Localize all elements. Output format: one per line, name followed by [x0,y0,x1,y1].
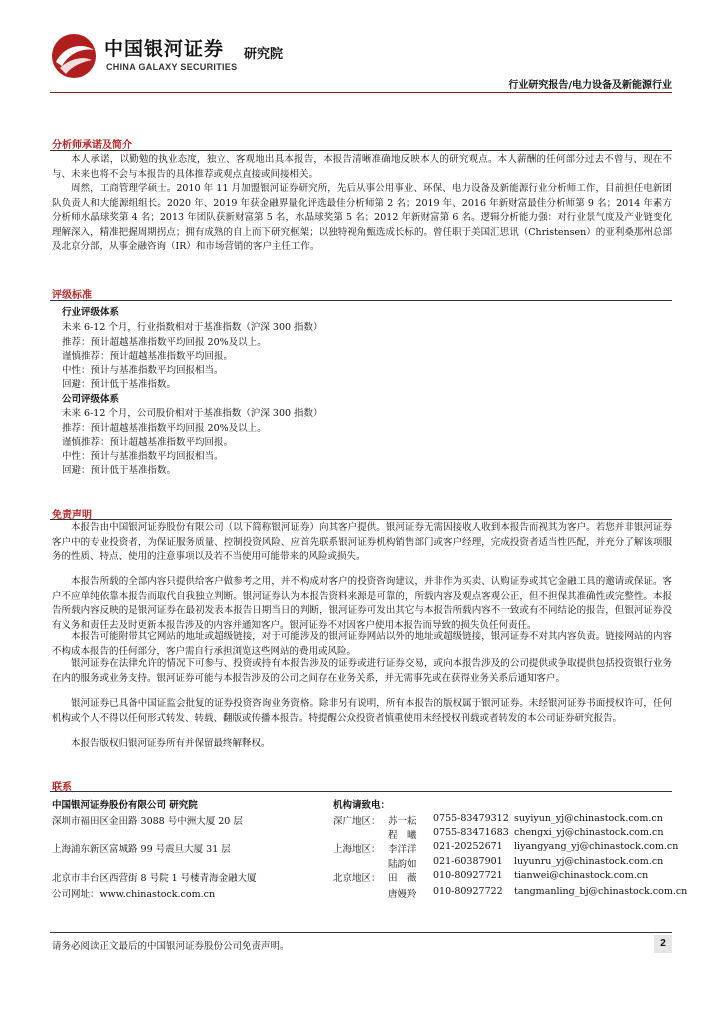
contact-name: 李洋洋 [388,844,417,855]
company-rating-line: 中性：预计与基准指数平均回报相当。 [62,451,224,462]
disclaimer-paragraph: 本报告版权归银河证券所有并保留最终解释权。 [71,738,271,749]
analyst-commitment-paragraph: 本人承诺，以勤勉的执业态度，独立、客观地出具本报告，本报告清晰准确地反映本人的研究观点。本人薪酬的任何部分过去不曾与、现在不与、未来也将不会与本报告的具体推荐或观点直接或间接相关。 [52,154,672,180]
disclaimer-paragraph: 本报告所载的全部内容只提供给客户做参考之用，并不构成对客户的投资咨询建议，并非作为买卖、认购证券或其它金融工具的邀请或保证。客户不应单纯依靠本报告而取代自我独立判断。银河证券认为本报告资料来源是可靠的，所载内容及观点客观公正，但不担保其准确性或完整性。本报告所载内容反映的是银河证券在最初发表本报告日期当日的判断，银河证券可发出其它与本报告所载内容不一致或有不同结论的报告，但银河证券没有义务和责任去及时更新本报告涉及的内容并通知客户。银河证券不对因客户使用本报告而导致的损失负任何责任。 [52,576,672,631]
analyst-section-title: 分析师承诺及简介 [52,140,132,151]
contact-name: 程 曦 [388,830,417,841]
brand-name-cn: 中国银河证券 [104,38,225,60]
company-rating-line: 回避：预计低于基准指数。 [62,465,177,476]
analyst-bio-paragraph: 周然，工商管理学硕士。2010 年 11 月加盟银河证券研究所，先后从事公用事业、环保、电力设备及新能源行业分析师工作，目前担任电新团队负责人和大能源组组长。2020 年、2019 年获金融界量化评选最佳分析师第 2 名；2019 年、2016 年新财富最佳分析师第 9 名；2014 年素方分析师水晶球奖第 4 名；2013 年团队获新财富第 5 名，水晶球奖第 5 名；2012 年新财富第 6 名。逻辑分析能力强：对行业景气度及产业链变化理解深入，精准把握周期拐点；拥有成熟的自上而下研究框架；以独特视角甄选成长标的。曾任职于美国汇思讯（Christensen）的亚利桑那州总部及北京分部，从事金融咨询（IR）和市场营销的客户主任工作。 [52,183,672,252]
contact-phone: 0755-83479312 [433,813,509,824]
company-name: 中国银河证券股份有限公司 研究院 [52,800,198,811]
company-rating-line: 谨慎推荐：预计超越基准指数平均回报。 [62,437,234,448]
address-line: 上海浦东新区富城路 99 号震旦大厦 31 层 [52,844,231,855]
address-line: 深圳市福田区金田路 3088 号中洲大厦 20 层 [52,816,243,827]
industry-rating-title: 行业评级体系 [62,307,120,318]
contact-email[interactable]: suyiyun_yj@chinastock.com.cn [514,813,663,824]
rating-section-title: 评级标准 [52,290,92,301]
contact-email[interactable]: liyangyang_yj@chinastock.com.cn [514,841,679,852]
page-number: 2 [654,935,672,953]
galaxy-swirl-logo-icon [50,32,98,80]
address-line: 北京市丰台区西营街 8 号院 1 号楼青海金融大厦 [52,873,257,884]
industry-rating-line: 推荐：预计超越基准指数平均回报 20%及以上。 [62,337,267,348]
disclaimer-paragraph: 银河证券已具备中国证监会批复的证券投资咨询业务资格。除非另有说明，所有本报告的版权属于银河证券。未经银河证券书面授权许可，任何机构或个人不得以任何形式转发、转载、翻版或传播本报告。特提醒公众投资者慎重使用未经授权刊载或者转发的本公司证券研究报告。 [52,698,672,724]
footer-note: 请务必阅读正文最后的中国银河证券股份公司免责声明。 [52,941,290,952]
contact-email[interactable]: tianwei@chinastock.com.cn [514,870,649,881]
contact-email[interactable]: chengxi_yj@chinastock.com.cn [514,827,664,838]
contact-region: 北京地区： [333,873,381,884]
contact-email[interactable]: luyunru_yj@chinastock.com.cn [514,856,664,867]
contact-region: 深广地区： [333,816,381,827]
contact-name: 田 薇 [388,873,417,884]
company-rating-line: 未来 6-12 个月，公司股价相对于基准指数（沪深 300 指数） [62,408,323,419]
rating-section-divider [50,300,672,301]
institute-label: 研究院 [244,47,284,62]
contact-section-divider [50,791,672,792]
contact-phone: 021-60387901 [433,856,503,867]
contact-name: 陆韵如 [388,859,417,870]
contact-region: 上海地区： [333,844,381,855]
disclaimer-section-title: 免责声明 [52,510,92,521]
brand-name-en: CHINA GALAXY SECURITIES [106,62,238,72]
analyst-section-divider [50,150,672,151]
industry-rating-line: 未来 6-12 个月，行业指数相对于基准指数（沪深 300 指数） [62,322,323,333]
contact-phone: 0755-83471683 [433,827,509,838]
institution-contact-title: 机构请致电： [333,800,391,811]
contact-email[interactable]: tangmanling_bj@chinastock.com.cn [514,886,688,897]
disclaimer-section-divider [50,519,672,520]
industry-rating-line: 谨慎推荐：预计超越基准指数平均回报。 [62,351,234,362]
header-divider [50,92,672,93]
disclaimer-paragraph: 本报告可能附带其它网站的地址或超级链接，对于可能涉及的银河证券网站以外的地址或超级链接，银河证券不对其内容负责。链接网站的内容不构成本报告的任何部分，客户需自行承担浏览这些网站的费用或风险。 [52,631,672,657]
industry-rating-line: 中性：预计与基准指数平均回报相当。 [62,365,224,376]
contact-name: 苏一耘 [388,816,417,827]
contact-section-title: 联系 [52,782,72,793]
contact-phone: 010-80927721 [433,870,503,881]
disclaimer-paragraph: 本报告由中国银河证券股份有限公司（以下简称银河证券）向其客户提供。银河证券无需因接收人收到本报告而视其为客户。若您并非银河证券客户中的专业投资者，为保证服务质量、控制投资风险、应首先联系银河证券机构销售部门或客户经理，完成投资者适当性匹配，并充分了解该项服务的性质、特点、使用的注意事项以及若不当使用可能带来的风险或损失。 [52,522,672,562]
company-rating-title: 公司评级体系 [62,394,120,405]
company-website[interactable]: 公司网址：www.chinastock.com.cn [52,889,216,900]
contact-phone: 021-20252671 [433,841,503,852]
company-rating-line: 推荐：预计超越基准指数平均回报 20%及以上。 [62,423,267,434]
footer-divider [50,932,672,933]
contact-phone: 010-80927722 [433,886,503,897]
disclaimer-paragraph: 银河证券在法律允许的情况下可参与、投资或持有本报告涉及的证券或进行证券交易，或向本报告涉及的公司提供或争取提供包括投资银行业务在内的服务或业务支持。银河证券可能与本报告涉及的公司之间存在业务关系，并无需事先或在获得业务关系后通知客户。 [52,658,672,684]
industry-rating-line: 回避：预计低于基准指数。 [62,379,177,390]
report-type: 行业研究报告/电力设备及新能源行业 [508,80,672,91]
contact-name: 唐嫚羚 [388,889,417,900]
